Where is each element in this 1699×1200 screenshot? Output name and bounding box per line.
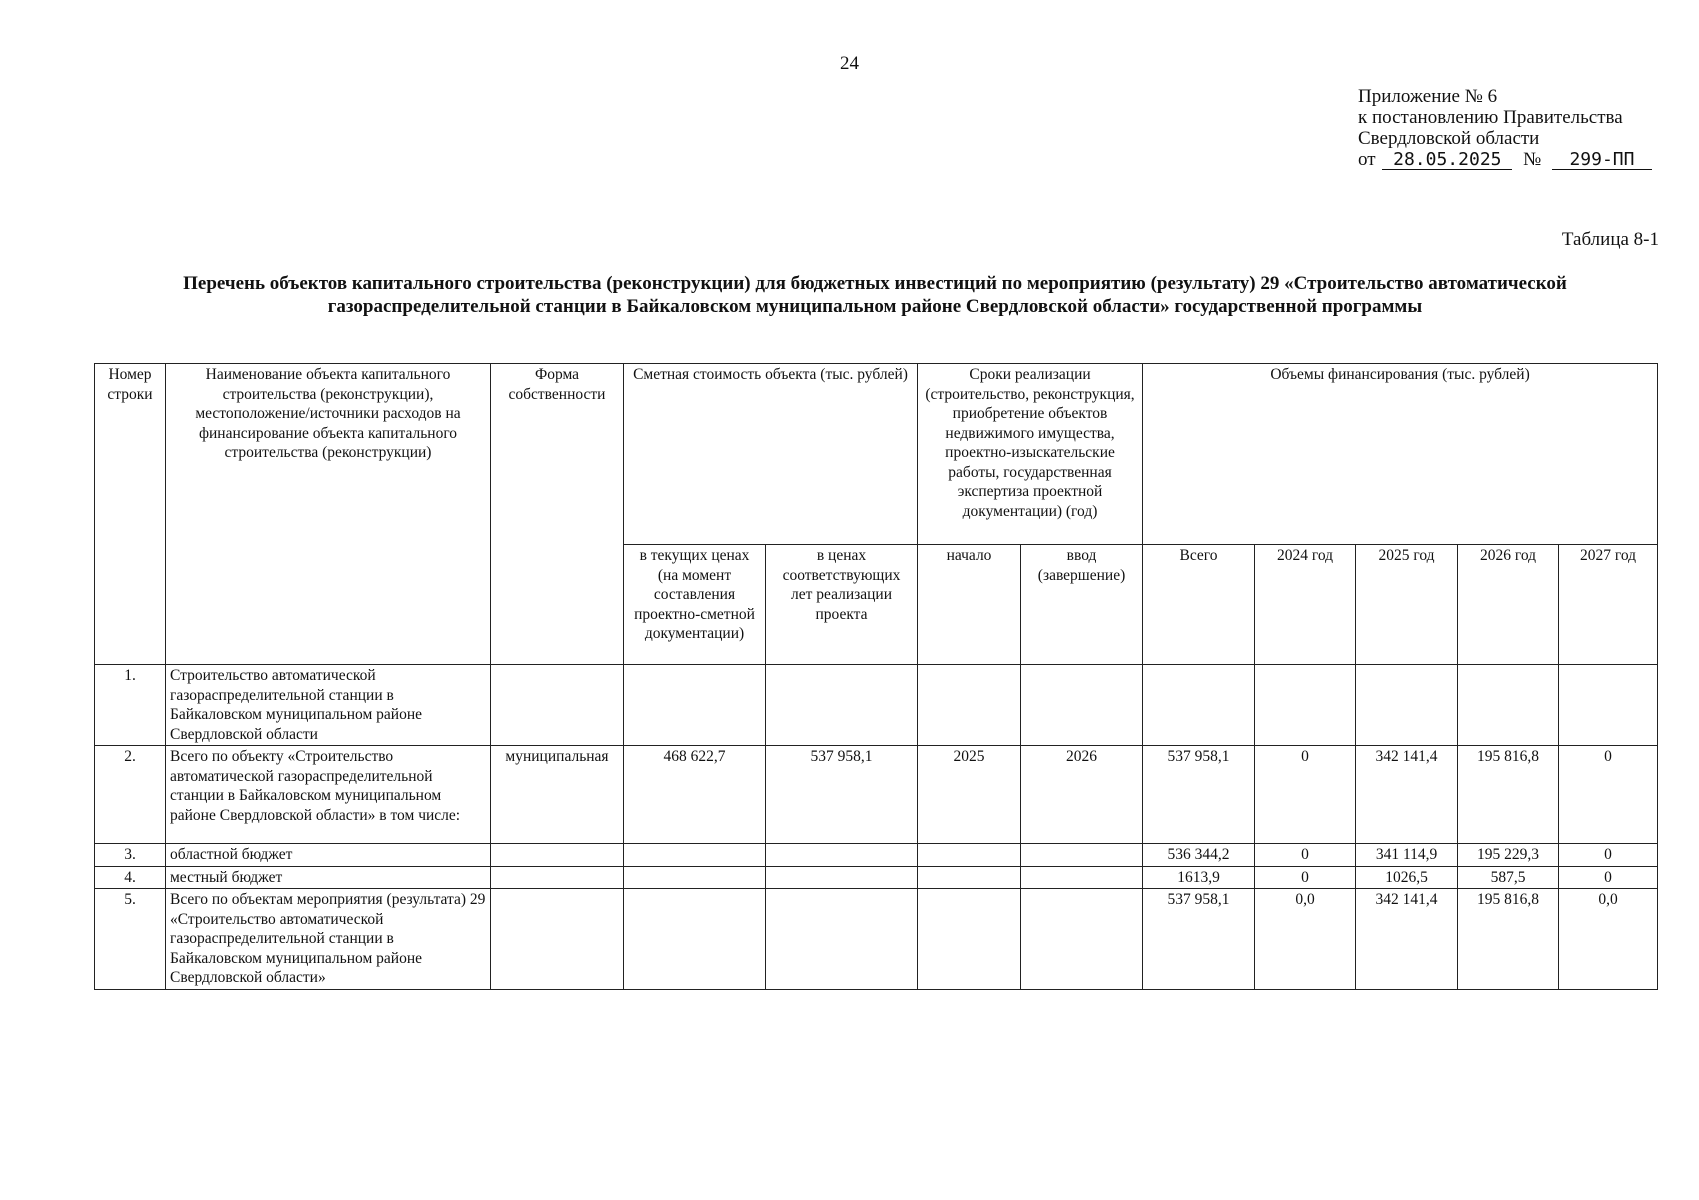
row-2024: 0,0 — [1255, 889, 1356, 990]
header-year-prices: в ценах соответствующих лет реализации проекта — [766, 545, 918, 665]
row-2024: 0 — [1255, 866, 1356, 889]
row-total — [1143, 665, 1255, 746]
row-2024: 0 — [1255, 746, 1356, 844]
appendix-region: Свердловской области — [1358, 128, 1540, 149]
resolution-number: 299-ПП — [1552, 150, 1652, 170]
row-current-prices — [624, 889, 766, 990]
row-total: 536 344,2 — [1143, 844, 1255, 867]
row-2026 — [1458, 665, 1559, 746]
table-row — [95, 844, 1658, 867]
row-end — [1021, 665, 1143, 746]
row-name: Всего по объектам мероприятия (результата) 29 «Строительство автоматической газораспределительной станции в Байкаловском муниципальном районе Свердловской области» — [166, 889, 491, 990]
row-end — [1021, 866, 1143, 889]
row-current-prices: 468 622,7 — [624, 746, 766, 844]
row-year-prices — [766, 889, 918, 990]
row-2027 — [1559, 665, 1658, 746]
row-2027: 0 — [1559, 844, 1658, 867]
row-current-prices — [624, 866, 766, 889]
table-row — [95, 866, 1658, 889]
row-number: 2. — [95, 746, 166, 844]
row-end: 2026 — [1021, 746, 1143, 844]
table-label: Таблица 8-1 — [1561, 229, 1659, 250]
header-object-name: Наименование объекта капитального строительства (реконструкции), местоположение/источники расходов на финансирование объекта капитального строительства (реконструкции) — [166, 364, 491, 665]
row-2027: 0,0 — [1559, 889, 1658, 990]
appendix-resolution: к постановлению Правительства — [1358, 107, 1623, 128]
row-start — [918, 866, 1021, 889]
row-2026: 587,5 — [1458, 866, 1559, 889]
row-year-prices: 537 958,1 — [766, 746, 918, 844]
row-start — [918, 844, 1021, 867]
row-2024 — [1255, 665, 1356, 746]
row-name: местный бюджет — [166, 866, 491, 889]
row-total: 537 958,1 — [1143, 889, 1255, 990]
header-estimated-cost: Сметная стоимость объекта (тыс. рублей) — [624, 364, 918, 545]
table-row — [95, 889, 1658, 990]
appendix-title: Приложение № 6 — [1358, 86, 1498, 107]
header-start: начало — [918, 545, 1021, 665]
row-number: 5. — [95, 889, 166, 990]
row-2025: 342 141,4 — [1356, 889, 1458, 990]
header-2027: 2027 год — [1559, 545, 1658, 665]
row-2024: 0 — [1255, 844, 1356, 867]
row-year-prices — [766, 665, 918, 746]
appendix-date-number-row — [1358, 149, 1652, 170]
header-ownership: Форма собственности — [491, 364, 624, 665]
header-2026: 2026 год — [1458, 545, 1559, 665]
row-year-prices — [766, 866, 918, 889]
row-name: Всего по объекту «Строительство автоматической газораспределительной станции в Байкаловском муниципальном районе Свердловской области» в том числе: — [166, 746, 491, 844]
capital-construction-table — [94, 363, 1658, 990]
document-title: Перечень объектов капитального строительства (реконструкции) для бюджетных инвестиций по мероприятию (результату) 29 «Строительство автоматической газораспределительной станции в Байкаловском муниципальном районе Свердловской области» государственной программы — [183, 273, 1567, 317]
row-ownership — [491, 889, 624, 990]
row-2025: 341 114,9 — [1356, 844, 1458, 867]
header-2024: 2024 год — [1255, 545, 1356, 665]
header-row-1 — [95, 364, 1658, 545]
row-2027: 0 — [1559, 746, 1658, 844]
header-row-number: Номер строки — [95, 364, 166, 665]
row-number: 4. — [95, 866, 166, 889]
row-end — [1021, 844, 1143, 867]
header-total: Всего — [1143, 545, 1255, 665]
header-end: ввод (завершение) — [1021, 545, 1143, 665]
page-number: 24 — [840, 53, 859, 74]
appendix-block — [1358, 86, 1652, 170]
row-ownership — [491, 665, 624, 746]
row-2026: 195 816,8 — [1458, 746, 1559, 844]
row-name: Строительство автоматической газораспределительной станции в Байкаловском муниципальном районе Свердловской области — [166, 665, 491, 746]
row-2025: 1026,5 — [1356, 866, 1458, 889]
row-total: 1613,9 — [1143, 866, 1255, 889]
row-ownership: муниципальная — [491, 746, 624, 844]
resolution-date: 28.05.2025 — [1382, 150, 1512, 170]
row-year-prices — [766, 844, 918, 867]
header-current-prices: в текущих ценах (на момент составления проектно-сметной документации) — [624, 545, 766, 665]
number-sign: № — [1523, 149, 1542, 170]
row-current-prices — [624, 844, 766, 867]
row-end — [1021, 889, 1143, 990]
row-name: областной бюджет — [166, 844, 491, 867]
row-2026: 195 816,8 — [1458, 889, 1559, 990]
row-number: 1. — [95, 665, 166, 746]
row-number: 3. — [95, 844, 166, 867]
row-ownership — [491, 866, 624, 889]
header-financing: Объемы финансирования (тыс. рублей) — [1143, 364, 1658, 545]
header-terms: Сроки реализации (строительство, реконструкция, приобретение объектов недвижимого имущества, проектно-изыскательские работы, государственная экспертиза проектной документации) (год) — [918, 364, 1143, 545]
row-2025 — [1356, 665, 1458, 746]
row-2027: 0 — [1559, 866, 1658, 889]
row-start — [918, 665, 1021, 746]
row-total: 537 958,1 — [1143, 746, 1255, 844]
table-row — [95, 746, 1658, 844]
row-ownership — [491, 844, 624, 867]
row-current-prices — [624, 665, 766, 746]
header-2025: 2025 год — [1356, 545, 1458, 665]
row-start — [918, 889, 1021, 990]
row-2025: 342 141,4 — [1356, 746, 1458, 844]
row-2026: 195 229,3 — [1458, 844, 1559, 867]
from-prefix: от — [1358, 149, 1376, 170]
table-row — [95, 665, 1658, 746]
row-start: 2025 — [918, 746, 1021, 844]
